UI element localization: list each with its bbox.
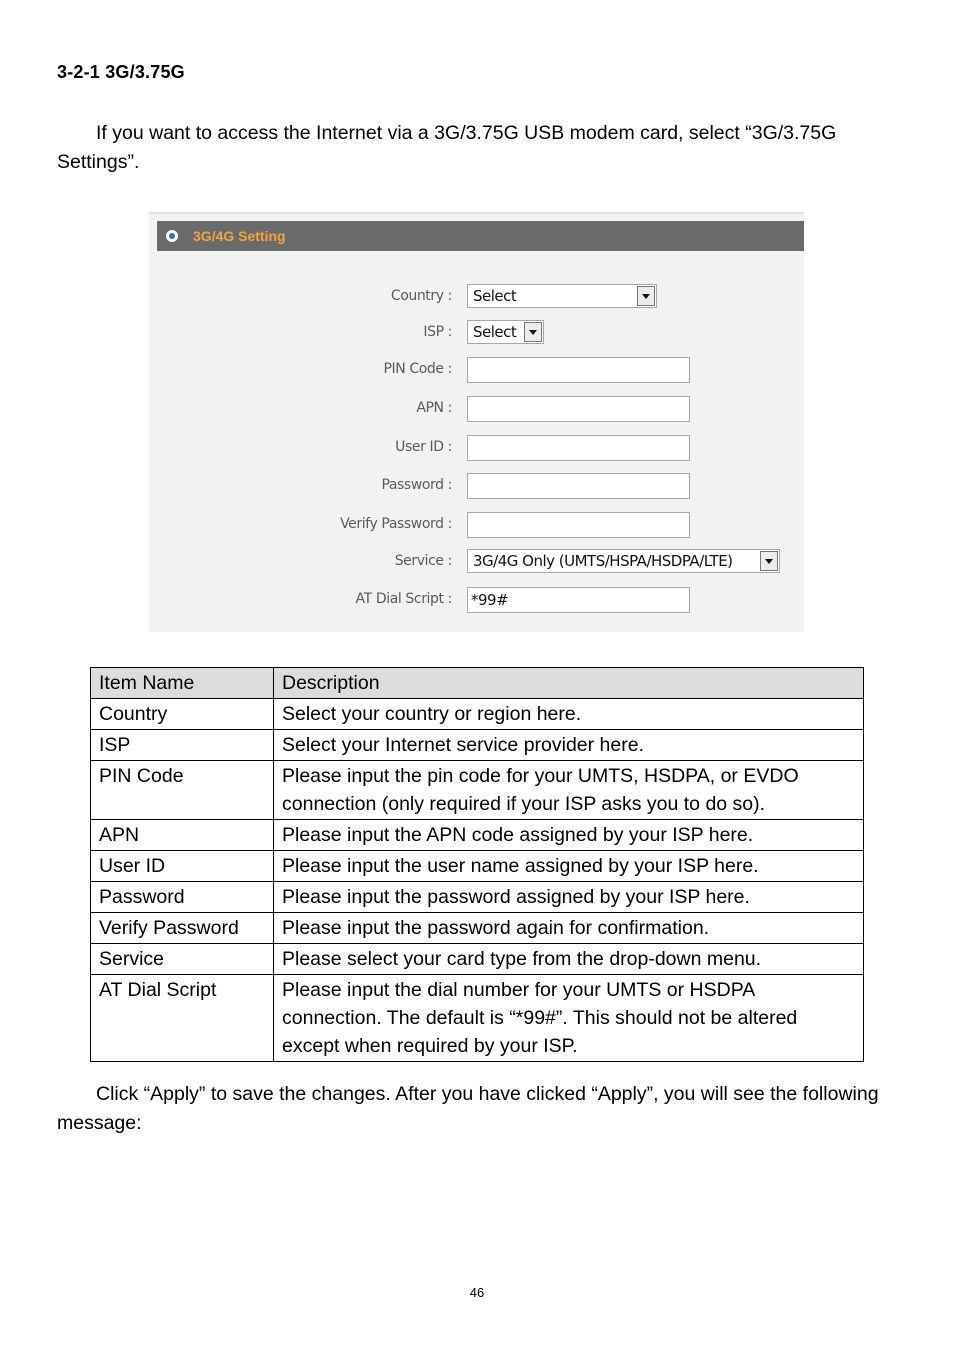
- table-cell-description: Select your country or region here.: [274, 699, 864, 730]
- user-id-field[interactable]: [467, 435, 690, 461]
- outro-paragraph: Click “Apply” to save the changes. After you have clicked “Apply”, you will see the following message:: [57, 1083, 879, 1134]
- table-row: [91, 699, 864, 730]
- table-cell-item: ISP: [91, 730, 274, 761]
- password-field[interactable]: [467, 473, 690, 499]
- table-cell-item: AT Dial Script: [91, 975, 274, 1062]
- description-table: [90, 667, 864, 1062]
- table-cell-item: Password: [91, 882, 274, 913]
- verify-password-label: Verify Password :: [340, 516, 452, 532]
- table-cell-description: Please input the user name assigned by your ISP here.: [274, 851, 864, 882]
- user-id-row: [149, 435, 804, 461]
- table-header-description: Description: [274, 668, 864, 699]
- settings-panel-screenshot: [149, 212, 804, 632]
- table-row: [91, 820, 864, 851]
- country-select-value: Select: [473, 287, 517, 305]
- table-row: [91, 761, 864, 820]
- table-cell-item: APN: [91, 820, 274, 851]
- table-row: [91, 913, 864, 944]
- chevron-down-icon[interactable]: [524, 322, 542, 342]
- country-select[interactable]: [467, 284, 657, 308]
- table-row: [91, 882, 864, 913]
- table-row: [91, 944, 864, 975]
- table-cell-item: Verify Password: [91, 913, 274, 944]
- user-id-label: User ID :: [395, 439, 452, 455]
- chevron-down-icon[interactable]: [637, 286, 655, 306]
- apn-row: [149, 396, 804, 422]
- pin-code-row: [149, 357, 804, 383]
- bullet-icon: [166, 230, 178, 242]
- pin-code-field[interactable]: [467, 357, 690, 383]
- apn-label: APN :: [416, 400, 452, 416]
- service-select-value: 3G/4G Only (UMTS/HSPA/HSDPA/LTE): [473, 552, 733, 570]
- service-row: [149, 549, 804, 575]
- panel-header: [157, 221, 804, 251]
- isp-select-value: Select: [473, 323, 517, 341]
- isp-row: [149, 320, 804, 346]
- service-label: Service :: [394, 553, 452, 569]
- table-row: [91, 730, 864, 761]
- table-cell-item: PIN Code: [91, 761, 274, 820]
- isp-label: ISP :: [423, 324, 452, 340]
- apn-field[interactable]: [467, 396, 690, 422]
- table-cell-description: Please input the pin code for your UMTS, HSDPA, or EVDO connection (only required if your ISP asks you to do so).: [274, 761, 864, 820]
- table-cell-description: Please input the password assigned by your ISP here.: [274, 882, 864, 913]
- verify-password-row: [149, 512, 804, 538]
- table-header-item-name: Item Name: [91, 668, 274, 699]
- table-row: [91, 975, 864, 1062]
- password-label: Password :: [381, 477, 452, 493]
- password-row: [149, 473, 804, 499]
- table-cell-item: Country: [91, 699, 274, 730]
- table-cell-description: Please input the APN code assigned by your ISP here.: [274, 820, 864, 851]
- at-dial-script-field[interactable]: [467, 587, 690, 613]
- page-number: 46: [469, 1285, 485, 1300]
- at-dial-script-value: *99#: [471, 591, 509, 609]
- table-cell-description: Select your Internet service provider here.: [274, 730, 864, 761]
- chevron-down-icon[interactable]: [760, 551, 778, 571]
- pin-code-label: PIN Code :: [383, 361, 452, 377]
- section-heading: 3-2-1 3G/3.75G: [57, 62, 185, 82]
- verify-password-field[interactable]: [467, 512, 690, 538]
- table-cell-description: Please input the dial number for your UMTS or HSDPA connection. The default is “*99#”. This should not be altered except when required by your ISP.: [274, 975, 864, 1062]
- table-cell-description: Please select your card type from the drop-down menu.: [274, 944, 864, 975]
- country-label: Country :: [390, 288, 452, 304]
- service-select[interactable]: [467, 549, 780, 573]
- table-cell-item: User ID: [91, 851, 274, 882]
- at-dial-script-row: [149, 587, 804, 613]
- table-cell-description: Please input the password again for confirmation.: [274, 913, 864, 944]
- intro-paragraph: If you want to access the Internet via a 3G/3.75G USB modem card, select “3G/3.75G Settings”.: [57, 122, 837, 173]
- table-cell-item: Service: [91, 944, 274, 975]
- at-dial-script-label: AT Dial Script :: [355, 591, 452, 607]
- table-header-row: [91, 668, 864, 699]
- table-row: [91, 851, 864, 882]
- isp-select[interactable]: [467, 320, 544, 344]
- country-row: [149, 284, 804, 310]
- panel-title: 3G/4G Setting: [193, 228, 286, 244]
